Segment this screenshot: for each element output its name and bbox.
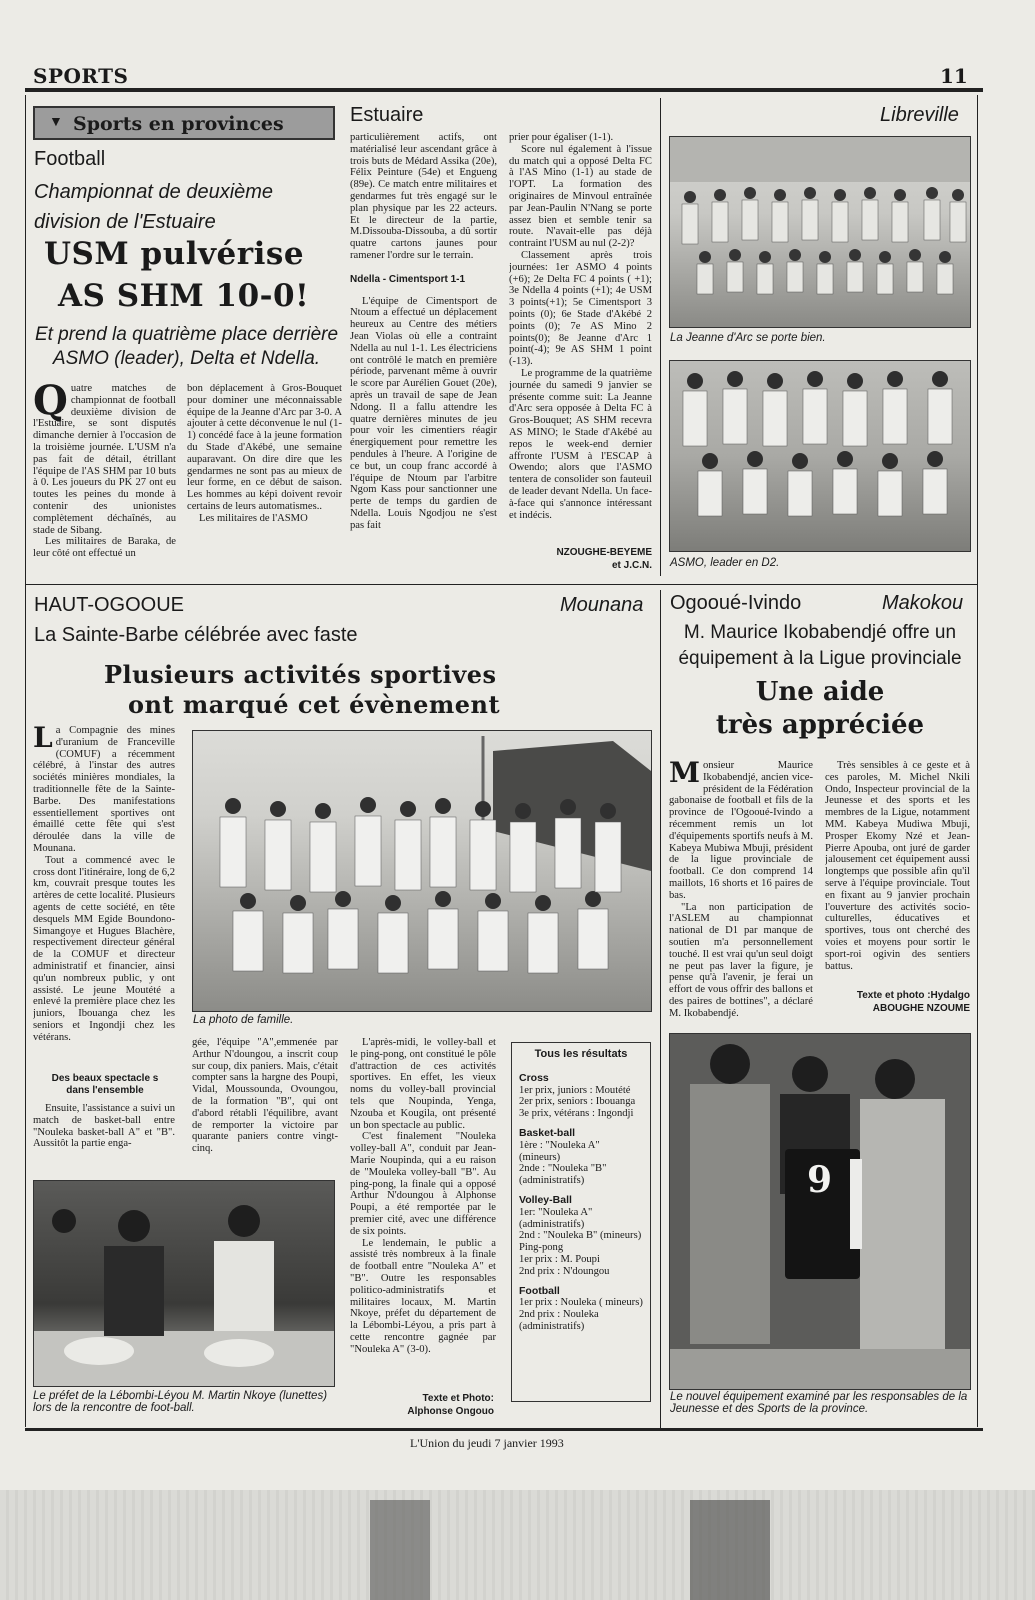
- byline: Texte et Photo:: [422, 1393, 494, 1404]
- headline: Plusieurs activités sportives: [104, 660, 497, 689]
- paragraph: Les militaires de l'ASMO: [199, 512, 308, 524]
- scan-artifact: [690, 1500, 770, 1600]
- paragraph: L'après-midi, le volley-ball et le ping-pong, ont constitué le pôle d'attraction de ces activités sportives. En effet, les vieux noms du volley-ball provincial tels que Noupinda, Yenga, Nzouba et Kougila, ont présenté un bon spectacle au public.: [350, 1037, 496, 1131]
- region-label: HAUT-OGOOUE: [34, 594, 185, 616]
- results-box: [511, 1042, 651, 1402]
- headline: USM pulvérise: [44, 236, 305, 272]
- result-item: 2nd : "Nouleka B" (mineurs): [519, 1230, 642, 1242]
- byline: NZOUGHE-BEYEME: [556, 547, 652, 558]
- result-item: 2nde : "Nouleka "B" (administratifs): [519, 1163, 607, 1187]
- result-item: 1er prix : Nouleka ( mineurs): [519, 1297, 643, 1309]
- headline: Une aide: [755, 677, 885, 707]
- result-item: 2nd prix : Nouleka (administratifs): [519, 1309, 599, 1332]
- region-label: Estuaire: [350, 104, 424, 126]
- headline: AS SHM 10-0!: [58, 278, 310, 314]
- paragraph: Score nul également à l'issue du match qui a opposé Delta FC à l'AS Mino (1-1) au stade de l'OPT. La formation des originaires de Minvoul entraînée par Jean-Paulin N'Nang se porte assez bien et semble tenir sa route. N'avait-elle pas déjà contraint l'USM au nul (2-2)?: [509, 143, 652, 250]
- paragraph: Très sensibles à ce geste et à ces paroles, M. Michel Nkili Ondo, Inspecteur provincial de la Jeunesse et des sports et les membres de la Ligue, notamment MM. Kabeya Mudiwa Mbuji, Prosper Ekomy Nzé et Jean-Pierre Apouba, ont juré de garder jalousement cet équipement aussi longtemps que possible afin qu'il serve à l'équipe provinciale. Tout en fixant au 9 janvier prochain l'ouverture des activités socio-culturelles, éducatives et sportives, tous ont cherché des voies et moyens pour sortir le sport-roi ogivin des sentiers battus.: [825, 760, 970, 972]
- subhead: Et prend la quatrième place derrière ASMO (leader), Delta et Ndella.: [34, 324, 339, 369]
- paragraph: "La non participation de l'ASLEM au championnat national de D1 par manque de soutien m'a personnellement touché. Il est vrai qu'un seul doigt ne peut pas laver la figure, je pense qu'à l'avenir, je ferai un effort de vous offrir des ballons et des paires de bottines", a déclaré M. Ikobabendjé.: [669, 901, 813, 1019]
- team-photo-graphic: [670, 137, 970, 327]
- article-column: [33, 1103, 175, 1173]
- photo-caption: Le nouvel équipement examiné par les responsables de la Jeunesse et des Sports de la province.: [670, 1391, 968, 1415]
- jersey-photo-graphic: [670, 1034, 970, 1389]
- page-number: 11: [940, 64, 968, 88]
- family-photo-graphic: [193, 731, 651, 1011]
- family-photo: [192, 730, 652, 1012]
- kicker: M. Maurice Ikobabendjé offre un équipement à la Ligue provinciale: [678, 622, 962, 669]
- paragraph: L'équipe de Cimentsport de Ntoum a effectué un déplacement heureux au Centre des métiers Jean Violas où elle a contraint Ndella au nul 1-1. Les électriciens ont contrôlé le match en première période, parvenant même à ouvrir le score par Aurélien Gouet (20e), après un travail de sape de Jean Ndong. Il a fallu attendre les quatre dernières minutes de jeu pour voir les cimentiers réagir énergiquement pour remettre les pendules à l'heure. A l'origine de ce but, un coup franc accordé à l'équipe de Ntoum par l'arbitre Ngom Kass pour sanctionner une perte de temps du gardien de Ndella. Louis Ngodjou ne s'est pas fait: [350, 295, 497, 531]
- jersey-photo: [669, 1033, 971, 1390]
- region-label: Ogooué-Ivindo: [670, 592, 802, 614]
- result-item: 1er prix, juniors : Moutété: [519, 1084, 631, 1096]
- section-title: SPORTS: [33, 64, 129, 88]
- paragraph: Classement après trois journées: 1er ASMO 4 points (+6); 2e Delta FC 4 points ( +1); 3e Ndella 4 points (+1); 4e USM 3 points(+1); 5e Cimentsport 3 points (0); 6e Stade d'Akébé 2 points (0); 7e AS Mino 2 points(0); 8e Jeanne d'Arc 1 point(-4); 9e AS SHM 1 point (-13).: [509, 249, 652, 368]
- article-column: [33, 383, 176, 573]
- paragraph: onsieur Maurice Ikobabendjé, ancien vice-président de la Fédération gabonaise de football et fils de la province de l'Ogooué-Ivindo a récemment remis un lot d'équipements sportifs neufs à M. Kabeya Mubiwa Mbuji, président de la ligue provinciale de football. Ce don comprend 14 maillots, 16 shorts et 16 paires de bas.: [669, 760, 813, 901]
- kicker-subtitle: Championnat de deuxième division de l'Estuaire: [34, 181, 274, 233]
- paragraph: C'est finalement "Nouleka volley-ball A", conduit par Jean-Marie Noupinda, qui a eu raison de "Mouleka volley-ball "B". Au ping-pong, la finale qui a opposé Arthur N'doungou à Alphonse Poupi, a été remportée par le premier cité, avec une différence de six points.: [350, 1131, 496, 1237]
- byline: Alphonse Ongouo: [407, 1406, 494, 1417]
- article-column: [33, 725, 175, 1055]
- prefect-photo-graphic: [34, 1181, 334, 1386]
- article-column: [509, 132, 652, 542]
- result-item: 1er prix : M. Poupi: [519, 1253, 600, 1265]
- drop-cap: L: [33, 725, 53, 754]
- section-banner: [33, 106, 335, 140]
- photo-caption: Le préfet de la Lébombi-Léyou M. Martin Nkoye (lunettes) lors de la rencontre de foot-ball.: [33, 1390, 328, 1414]
- paragraph: a Compagnie des mines d'uranium de Franceville (COMUF) a récemment célébré, à l'instar des autres sociétés minières mondiales, la traditionnelle fête de la Sainte-Barbe. Des manifestations essentiellement sportives ont émaillé cette fête qui s'est déroulée dans la ville de Mounana.: [33, 725, 175, 854]
- results-heading: Cross: [519, 1071, 549, 1084]
- photo-caption: La Jeanne d'Arc se porte bien.: [670, 332, 826, 344]
- paragraph: bon déplacement à Gros-Bouquet pour dominer une méconnaissable équipe de la Jeanne d'Arc par 3-0. A ajouter à cette déconvenue le nul (1-1) concédé face à la jeune formation du Stade d'Akébé, une semaine auparavant. On dire dire que les gendarmes ne sont pas au mieux de leur forme, en ce début de saison. Les hommes au képi doivent revoir certains de leurs automatismes..: [187, 383, 342, 512]
- result-item: 1er: "Nouleka A" (administratifs): [519, 1206, 593, 1230]
- results-title: Tous les résultats: [534, 1048, 628, 1060]
- results-heading: Basket-ball: [519, 1126, 576, 1139]
- scan-artifact: [370, 1500, 430, 1600]
- result-item: 2nd prix : N'doungou: [519, 1265, 610, 1277]
- team-photo: [669, 360, 971, 552]
- kicker: La Sainte-Barbe célébrée avec faste: [34, 624, 358, 646]
- result-item: 2er prix, seniors : Ibouanga: [519, 1096, 636, 1108]
- photo-caption: ASMO, leader en D2.: [670, 557, 780, 569]
- byline: Texte et photo :Hydalgo: [856, 990, 970, 1001]
- paragraph: Ensuite, l'assistance a suivi un match de basket-ball entre "Nouleka basket-ball A" et "B". Aussitôt la partie enga-: [33, 1103, 175, 1150]
- paragraph: Les militaires de Baraka, de leur côté ont effectué un: [33, 536, 176, 560]
- paragraph: Tout a commencé avec le cross dont l'itinéraire, long de 6,2 km, couvrait presque toutes les artères de cette localité. Plusieurs agents de cette société, en tête desquels MM Egide Boundono-Simangoye et Hugues Blachère, respectivement directeur général de la COMUF et directeur administratif et financier, ainsi qu'un nombreux public, y ont assisté. Le jeune Moutété a enlevé la première place chez les juniors, Ibouanga chez les seniors et Ingondji chez les vétérans.: [33, 854, 175, 1043]
- photo-caption: La photo de famille.: [193, 1014, 294, 1026]
- paragraph: uatre matches de championnat de football deuxième division de l'Estuaire, se sont disputés dimanche dernier à l'occasion de la troisième journée. L'USM n'a pas fait de détail, étrillant l'équipe de l'AS SHM par 10 buts à 0. Les joueurs du PK 27 ont eu toutes les peines du monde à contenir des unionistes complètement déchaînés, au stade de Sibang.: [33, 383, 176, 536]
- paragraph: Le lendemain, le public a assisté très nombreux à la finale de football entre "Nouleka A" et "B". Outre les responsables politico-administratifs et militaires locaux, M. Martin Nkoye, préfet du département de la Lébombi-Léyou, a pris part à cette rencontre gagnée par "Nouleka A" (3-0).: [350, 1237, 496, 1355]
- team-photo-graphic: [670, 361, 970, 551]
- paragraph: gée, l'équipe "A",emmenée par Arthur N'doungou, a inscrit coup sur coup, dix paniers. Mais, c'était compter sans la hargne des Poupi, Vidal, Moussounda, Ovoungou, de la formation "B", qui ont d'abord rétabli l'équilibre, avant de remporter la victoire par quarante paniers contre vingt-cinq.: [192, 1037, 338, 1155]
- paragraph: particulièrement actifs, ont matérialisé leur ascendant grâce à trois buts de Médard Assika (20e), Félix Peinture (54e) et Engueng (89e). Ce match entre militaires et gendarmes fut très engagé sur le plan physique par les 22 acteurs. Et le directeur de la partie, M.Dissouba-Dissouba, a dû sortir quatre cartons jaunes pour ramener l'ordre sur le terrain.: [350, 132, 497, 261]
- team-photo: [669, 136, 971, 328]
- result-item: 3e prix, vétérans : Ingondji: [519, 1108, 634, 1120]
- city-label: Mounana: [560, 594, 644, 616]
- kicker: Football: [34, 148, 106, 170]
- subheading: Ndella - Cimentsport 1-1: [350, 273, 466, 285]
- divider: [977, 95, 978, 1427]
- city-label: Libreville: [880, 104, 959, 126]
- drop-cap: Q: [33, 383, 68, 424]
- banner-label: Sports en provinces: [73, 113, 284, 135]
- footer-rule: [25, 1428, 983, 1431]
- prefect-photo: [33, 1180, 335, 1387]
- divider: [25, 95, 26, 1427]
- divider: [660, 590, 661, 1428]
- results-heading: Football: [519, 1284, 560, 1297]
- headline: très appréciée: [715, 710, 925, 740]
- city-label: Makokou: [882, 592, 964, 614]
- result-item: 1ère : "Nouleka A" (mineurs): [519, 1139, 600, 1163]
- subheading: Des beaux spectacle s dans l'ensemble: [51, 1073, 159, 1096]
- headline: ont marqué cet évènement: [128, 690, 501, 719]
- result-item: Ping-pong: [519, 1242, 564, 1254]
- jersey-number: 9: [807, 1159, 833, 1201]
- divider: [660, 98, 661, 576]
- article-column: [669, 760, 813, 1030]
- divider: [25, 584, 978, 585]
- scan-edge: [0, 1490, 1035, 1600]
- article-column: [350, 132, 497, 572]
- byline: et J.C.N.: [611, 560, 652, 571]
- article-column: [192, 1037, 338, 1167]
- article-column: [825, 760, 970, 980]
- article-column: [187, 383, 342, 573]
- header-rule: [25, 88, 983, 92]
- paragraph: prier pour égaliser (1-1).: [509, 132, 614, 143]
- publication-date: L'Union du jeudi 7 janvier 1993: [410, 1436, 564, 1450]
- article-column: [350, 1037, 496, 1382]
- results-heading: Volley-Ball: [519, 1193, 572, 1206]
- byline: ABOUGHE NZOUME: [872, 1003, 970, 1014]
- triangle-down-icon: ▼: [49, 115, 63, 130]
- paragraph: Le programme de la quatrième journée du samedi 9 janvier se présente comme suit: La Jeanne d'Arc sera opposée à Delta FC à Gros-Bouquet; AS SHM recevra AS MINO; le Stade d'Akébé au repos le week-end dernier affronte l'USM à l'ESCAP à Owendo; alors que l'ASMO tentera de consolider son fauteuil de leader devant Ndella. Un face-à-face qui s'annonce intéressant et indécis.: [509, 367, 652, 521]
- drop-cap: M: [669, 760, 700, 789]
